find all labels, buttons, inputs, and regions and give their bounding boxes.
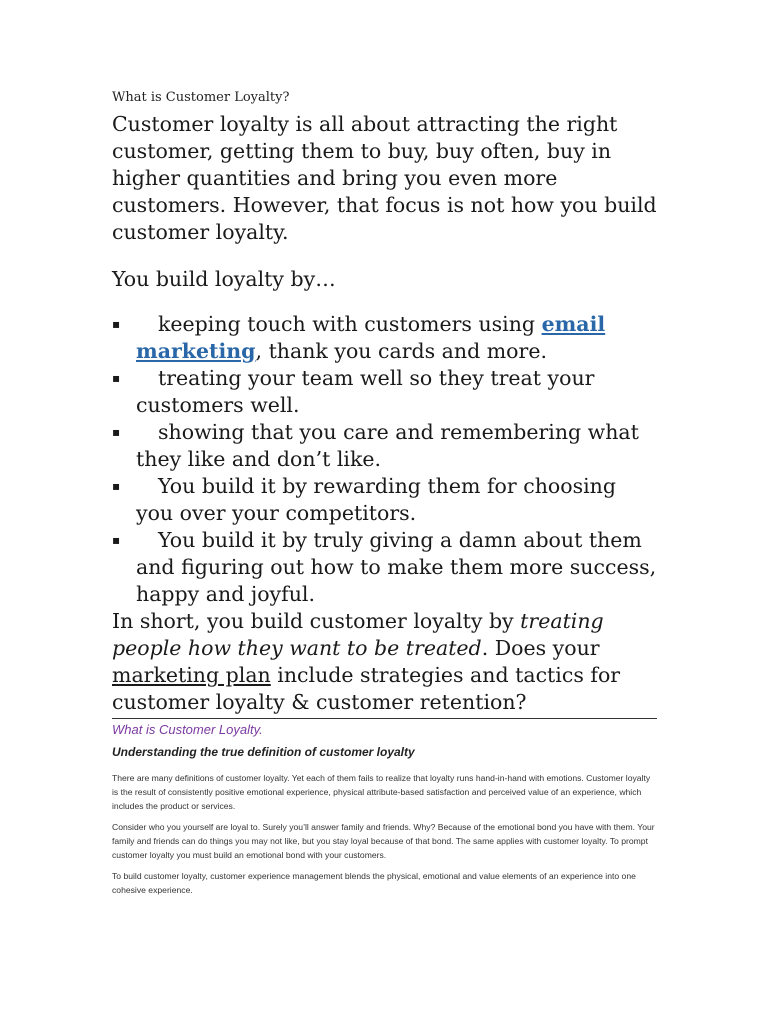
loyalty-bullet-list xyxy=(112,311,657,608)
email-marketing-link[interactable]: email marketing xyxy=(136,312,606,363)
summary-text: include strategies and tactics for customer loyalty & customer retention? xyxy=(112,663,621,714)
bullet-marker: ▪ xyxy=(112,533,121,547)
body-paragraph: Consider who you yourself are loyal to. Surely you’ll answer family and friends. Why? Because of the emotional bond you have with them. Your family and friends can do things you may not like, but you stay loyal because of that bond. The same applies with customer loyalty. To prompt customer loyalty you must build an emotional bond with your customers. xyxy=(112,822,655,860)
list-item xyxy=(112,473,657,527)
list-item xyxy=(112,527,657,608)
body-paragraph: There are many definitions of customer loyalty. Yet each of them fails to realize that loyalty runs hand-in-hand with emotions. Customer loyalty is the result of consistently positive emotional experience, physical attribute-based satisfaction and perceived value of an experience, which includes the product or services. xyxy=(112,773,651,811)
list-item-text: showing that you care and remembering what they like and don’t like. xyxy=(136,420,639,471)
summary-paragraph xyxy=(112,608,657,716)
bullet-marker: ▪ xyxy=(112,479,121,493)
intro-lead: You build loyalty by… xyxy=(112,267,336,291)
list-item xyxy=(112,419,657,473)
document-page xyxy=(112,90,657,904)
bullet-marker: ▪ xyxy=(112,317,121,331)
marketing-plan-link[interactable]: marketing plan xyxy=(112,663,271,687)
intro-paragraph: Customer loyalty is all about attracting the right customer, getting them to buy, buy often, buy in higher quantities and bring you even more customers. However, that focus is not how you build customer loyalty. xyxy=(112,112,657,244)
bullet-marker: ▪ xyxy=(112,371,121,385)
list-item-text: treating your team well so they treat your customers well. xyxy=(136,366,595,417)
section-heading: What is Customer Loyalty. xyxy=(112,722,263,737)
summary-text: In short, you build customer loyalty by xyxy=(112,609,521,633)
list-item-text: keeping touch with customers using xyxy=(158,312,542,336)
section-subheading: Understanding the true definition of customer loyalty xyxy=(112,745,415,759)
body-paragraph: To build customer loyalty, customer experience management blends the physical, emotional and value elements of an experience into one cohesive experience. xyxy=(112,871,636,895)
list-item xyxy=(112,365,657,419)
page-small-title: What is Customer Loyalty? xyxy=(112,90,290,105)
section-divider xyxy=(112,718,657,719)
summary-text: . Does your xyxy=(481,636,600,660)
list-item-text: , thank you cards and more. xyxy=(255,339,547,363)
list-item-text: You build it by truly giving a damn about them and figuring out how to make them more success, happy and joyful. xyxy=(136,528,657,606)
list-item-text: You build it by rewarding them for choosing you over your competitors. xyxy=(136,474,616,525)
summary-emphasis: treating people how they want to be treated xyxy=(112,609,604,660)
list-item xyxy=(112,311,657,365)
bullet-marker: ▪ xyxy=(112,425,121,439)
